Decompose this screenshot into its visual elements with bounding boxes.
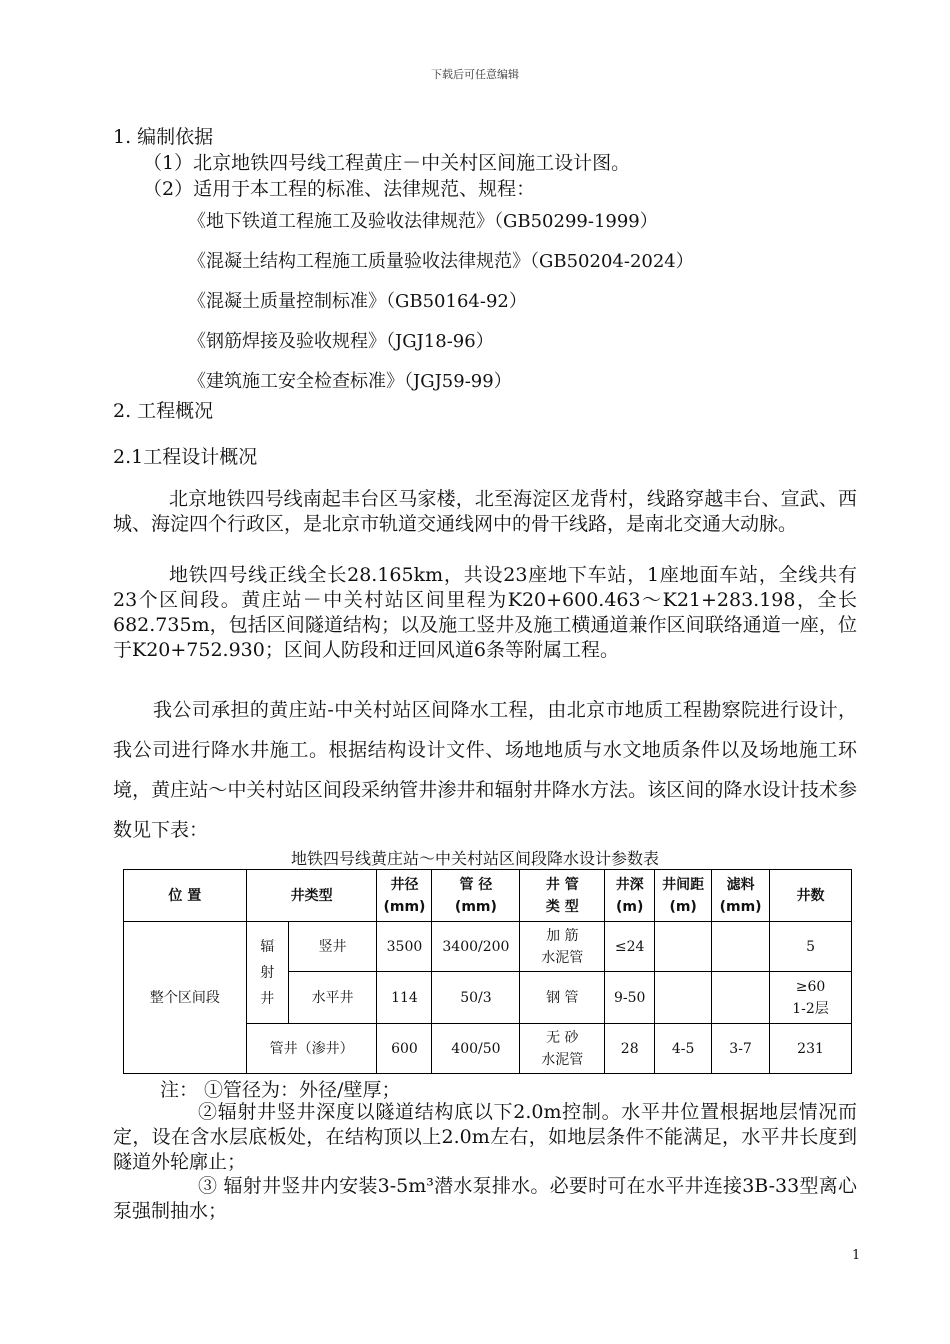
cell-count: 231 [770, 1024, 852, 1074]
page-number: 1 [852, 1248, 861, 1263]
cell-type: 水平井 [288, 972, 377, 1024]
header-pipe-type: 井 管 类 型 [520, 870, 605, 922]
cell-diameter: 600 [377, 1024, 432, 1074]
cell-pipe-type: 钢 管 [520, 972, 605, 1024]
cell-type: 竖井 [288, 922, 377, 972]
note-1: 注： ①管径为：外径/壁厚； [160, 1079, 401, 1101]
header-spacing: 井间距 (m) [655, 870, 712, 922]
section-1-title: 1. 编制依据 [113, 126, 214, 148]
table-row [124, 922, 852, 972]
table-caption: 地铁四号线黄庄站～中关村站区间段降水设计参数表 [290, 849, 659, 868]
cell-pipe-type: 加 筋 水泥管 [520, 922, 605, 972]
cell-spacing [655, 922, 712, 972]
header-location: 位 置 [124, 870, 247, 922]
note-3: ③ 辐射井竖井内安装3-5m³潜水泵排水。必要时可在水平井连接3B-33型离心泵强制抽水； [113, 1175, 857, 1222]
cell-depth: ≤24 [605, 922, 655, 972]
page-header: 下载后可任意编辑 [431, 68, 519, 81]
header-count: 井数 [770, 870, 852, 922]
note-2: ②辐射井竖井深度以隧道结构底以下2.0m控制。水平井位置根据地层情况而定，设在含水层底板处，在结构顶以上2.0m左右，如地层条件不能满足，水平井长度到隧道外轮廓止； [113, 1101, 857, 1173]
cell-radial-group: 辐 射 井 [246, 922, 288, 1024]
dewatering-parameter-table [123, 869, 852, 1074]
cell-depth: 28 [605, 1024, 655, 1074]
cell-filter [712, 922, 770, 972]
header-depth: 井深 (m) [605, 870, 655, 922]
basis-item-1: （1）北京地铁四号线工程黄庄－中关村区间施工设计图。 [143, 152, 631, 174]
header-diameter: 井径 (mm) [377, 870, 432, 922]
basis-item-2: （2）适用于本工程的标准、法律规范、规程： [143, 178, 536, 200]
paragraph-route: 北京地铁四号线南起丰台区马家楼，北至海淀区龙背村，线路穿越丰台、宣武、西城、海淀四个行政区，是北京市轨道交通线网中的骨干线路，是南北交通大动脉。 [113, 488, 857, 535]
cell-spacing [655, 972, 712, 1024]
standard-item: 《混凝土结构工程施工质量验收法律规范》（GB50204-2024） [188, 251, 694, 272]
standard-item: 《钢筋焊接及验收规程》（JGJ18-96） [188, 331, 494, 352]
header-well-type: 井类型 [246, 870, 377, 922]
header-pipe-diameter: 管 径 (mm) [432, 870, 520, 922]
header-filter: 滤料 (mm) [712, 870, 770, 922]
cell-pipe-diameter: 3400/200 [432, 922, 520, 972]
standard-item: 《地下铁道工程施工及验收法律规范》（GB50299-1999） [188, 211, 658, 232]
section-2-title: 2. 工程概况 [113, 400, 214, 422]
standard-item: 《混凝土质量控制标准》（GB50164-92） [188, 291, 527, 312]
paragraph-line-length: 地铁四号线正线全长28.165km，共设23座地下车站，1座地面车站，全线共有23个区间段。黄庄站－中关村站区间里程为K20+600.463～K21+283.198，全长682.735m，包括区间隧道结构；以及施工竖井及施工横通道兼作区间联络通道一座，位于K20+752.930；区间人防段和迂回风道6条等附属工程。 [113, 564, 857, 661]
cell-diameter: 3500 [377, 922, 432, 972]
cell-count: 5 [770, 922, 852, 972]
cell-spacing: 4-5 [655, 1024, 712, 1074]
cell-diameter: 114 [377, 972, 432, 1024]
paragraph-dewatering: 我公司承担的黄庄站-中关村站区间降水工程，由北京市地质工程勘察院进行设计，我公司进行降水井施工。根据结构设计文件、场地地质与水文地质条件以及场地施工环境，黄庄站～中关村站区间段采纳管井渗井和辐射井降水方法。该区间的降水设计技术参数见下表： [113, 699, 857, 841]
cell-type: 管井（渗井） [246, 1024, 377, 1074]
section-2-1-title: 2.1工程设计概况 [113, 446, 258, 468]
cell-count: ≥60 1-2层 [770, 972, 852, 1024]
cell-depth: 9-50 [605, 972, 655, 1024]
cell-filter: 3-7 [712, 1024, 770, 1074]
cell-location: 整个区间段 [124, 922, 247, 1074]
cell-pipe-diameter: 400/50 [432, 1024, 520, 1074]
cell-filter [712, 972, 770, 1024]
cell-pipe-type: 无 砂 水泥管 [520, 1024, 605, 1074]
standard-item: 《建筑施工安全检查标准》（JGJ59-99） [188, 371, 512, 392]
cell-pipe-diameter: 50/3 [432, 972, 520, 1024]
